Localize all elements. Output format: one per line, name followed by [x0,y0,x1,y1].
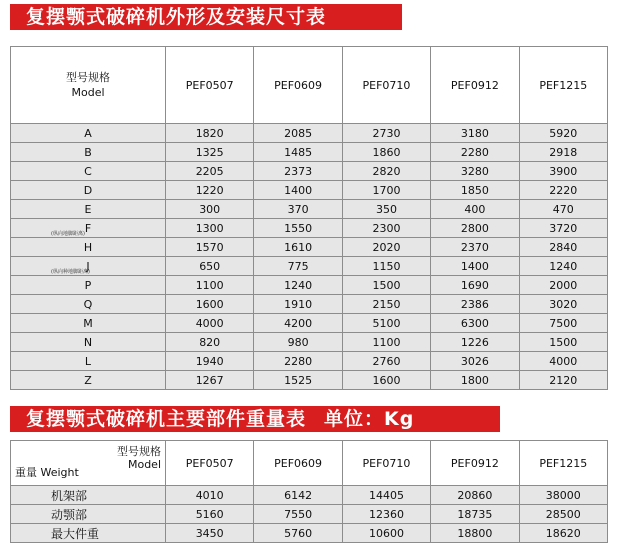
row-label-note: (纵向种地脚距离) [51,269,90,275]
table-row [11,238,608,257]
value-cell: 1700 [342,181,430,200]
row-label-cell [11,371,166,390]
weight-value-cell: 14405 [342,486,430,505]
model-column-header: PEF1215 [519,47,607,124]
weight-value-cell: 18735 [431,505,519,524]
row-label-cell [11,295,166,314]
value-cell: 1610 [254,238,342,257]
value-cell: 1226 [431,333,519,352]
value-cell: 4000 [166,314,254,333]
value-cell: 1325 [166,143,254,162]
model-column-header: PEF0507 [166,47,254,124]
weight-value-cell: 5160 [166,505,254,524]
value-cell: 1690 [431,276,519,295]
row-label-cell [11,143,166,162]
row-label: B [84,145,92,159]
value-cell: 775 [254,257,342,276]
weights-table [10,440,608,543]
row-label: F [84,221,92,235]
value-cell: 400 [431,200,519,219]
value-cell: 3180 [431,124,519,143]
row-label: Z [84,373,92,387]
table-row [11,276,608,295]
model-column-header: PEF0912 [431,441,519,486]
value-cell: 470 [519,200,607,219]
value-cell: 3280 [431,162,519,181]
row-label: A [84,126,92,140]
model-column-header: PEF0507 [166,441,254,486]
table-row [11,200,608,219]
value-cell: 1550 [254,219,342,238]
value-cell: 2386 [431,295,519,314]
weight-value-cell: 20860 [431,486,519,505]
model-header-cn: 型号规格 [66,71,110,84]
value-cell: 5100 [342,314,430,333]
value-cell: 1600 [342,371,430,390]
dimensions-header-row [11,47,608,124]
row-label: Q [83,297,93,311]
value-cell: 1100 [166,276,254,295]
value-cell: 2918 [519,143,607,162]
value-cell: 1850 [431,181,519,200]
value-cell: 1500 [519,333,607,352]
value-cell: 1910 [254,295,342,314]
value-cell: 2000 [519,276,607,295]
table-row [11,314,608,333]
value-cell: 2800 [431,219,519,238]
table-row [11,181,608,200]
value-cell: 2730 [342,124,430,143]
value-cell: 1820 [166,124,254,143]
row-label: L [84,354,92,368]
dimensions-table [10,46,608,390]
model-header-cell [11,47,166,124]
value-cell: 1267 [166,371,254,390]
value-cell: 1600 [166,295,254,314]
value-cell: 2300 [342,219,430,238]
value-cell: 2020 [342,238,430,257]
table-row [11,295,608,314]
value-cell: 820 [166,333,254,352]
value-cell: 3900 [519,162,607,181]
weights-corner-cell [11,441,166,486]
row-label: P [84,278,92,292]
table-row [11,505,608,524]
weight-row-label: 最大件重 [11,524,166,543]
weight-row-label: 机架部 [11,486,166,505]
value-cell: 1400 [254,181,342,200]
value-cell: 1220 [166,181,254,200]
value-cell: 2280 [254,352,342,371]
weight-value-cell: 28500 [519,505,607,524]
value-cell: 5920 [519,124,607,143]
row-label-cell [11,257,166,276]
value-cell: 2120 [519,371,607,390]
value-cell: 1240 [254,276,342,295]
value-cell: 1500 [342,276,430,295]
value-cell: 300 [166,200,254,219]
table-row [11,333,608,352]
value-cell: 2760 [342,352,430,371]
row-label: D [83,183,93,197]
model-column-header: PEF1215 [519,441,607,486]
value-cell: 3020 [519,295,607,314]
model-header-en: Model [71,86,105,99]
value-cell: 370 [254,200,342,219]
row-label-cell [11,200,166,219]
row-label-cell [11,124,166,143]
value-cell: 2085 [254,124,342,143]
value-cell: 3720 [519,219,607,238]
row-label-cell [11,333,166,352]
value-cell: 2840 [519,238,607,257]
table-row [11,219,608,238]
weights-unit-text: 单位：Kg [324,408,415,430]
value-cell: 2205 [166,162,254,181]
weight-value-cell: 4010 [166,486,254,505]
weight-value-cell: 7550 [254,505,342,524]
table-row [11,143,608,162]
table-row [11,124,608,143]
row-label-cell [11,219,166,238]
value-cell: 1100 [342,333,430,352]
table-row [11,371,608,390]
table-row [11,524,608,543]
value-cell: 4000 [519,352,607,371]
value-cell: 2220 [519,181,607,200]
row-label-cell [11,162,166,181]
value-cell: 4200 [254,314,342,333]
dimensions-table-title: 复摆颚式破碎机外形及安装尺寸表 [10,4,402,30]
row-label-cell [11,238,166,257]
value-cell: 1300 [166,219,254,238]
value-cell: 3026 [431,352,519,371]
model-column-header: PEF0609 [254,47,342,124]
weights-model-cn: 型号规格 [117,445,161,458]
model-column-header: PEF0710 [342,47,430,124]
value-cell: 1525 [254,371,342,390]
weights-model-en: Model [127,458,161,471]
row-label: M [83,316,93,330]
value-cell: 2370 [431,238,519,257]
weight-value-cell: 18800 [431,524,519,543]
weight-value-cell: 18620 [519,524,607,543]
row-label: C [84,164,92,178]
model-column-header: PEF0912 [431,47,519,124]
table-row [11,257,608,276]
row-label-note: (纵向地脚距离) [51,231,85,237]
value-cell: 2820 [342,162,430,181]
value-cell: 650 [166,257,254,276]
value-cell: 1485 [254,143,342,162]
weights-header-row [11,441,608,486]
value-cell: 7500 [519,314,607,333]
value-cell: 1800 [431,371,519,390]
weight-value-cell: 3450 [166,524,254,543]
weights-table-title [10,406,500,432]
value-cell: 1570 [166,238,254,257]
value-cell: 2150 [342,295,430,314]
row-label: E [84,202,92,216]
weights-title-text: 复摆颚式破碎机主要部件重量表 [26,408,307,430]
value-cell: 1150 [342,257,430,276]
weight-value-cell: 12360 [342,505,430,524]
value-cell: 1860 [342,143,430,162]
value-cell: 350 [342,200,430,219]
model-column-header: PEF0710 [342,441,430,486]
value-cell: 6300 [431,314,519,333]
value-cell: 1240 [519,257,607,276]
value-cell: 1940 [166,352,254,371]
weight-row-label: 动颚部 [11,505,166,524]
weight-value-cell: 6142 [254,486,342,505]
value-cell: 980 [254,333,342,352]
row-label: J [86,259,90,273]
table-row [11,162,608,181]
row-label: N [83,335,93,349]
weight-value-cell: 38000 [519,486,607,505]
weights-weight-label: 重量 Weight [15,466,79,479]
value-cell: 2280 [431,143,519,162]
weight-value-cell: 10600 [342,524,430,543]
row-label-cell [11,276,166,295]
table-row [11,352,608,371]
row-label: H [83,240,93,254]
row-label-cell [11,314,166,333]
weight-value-cell: 5760 [254,524,342,543]
value-cell: 2373 [254,162,342,181]
row-label-cell [11,181,166,200]
value-cell: 1400 [431,257,519,276]
model-column-header: PEF0609 [254,441,342,486]
row-label-cell [11,352,166,371]
table-row [11,486,608,505]
